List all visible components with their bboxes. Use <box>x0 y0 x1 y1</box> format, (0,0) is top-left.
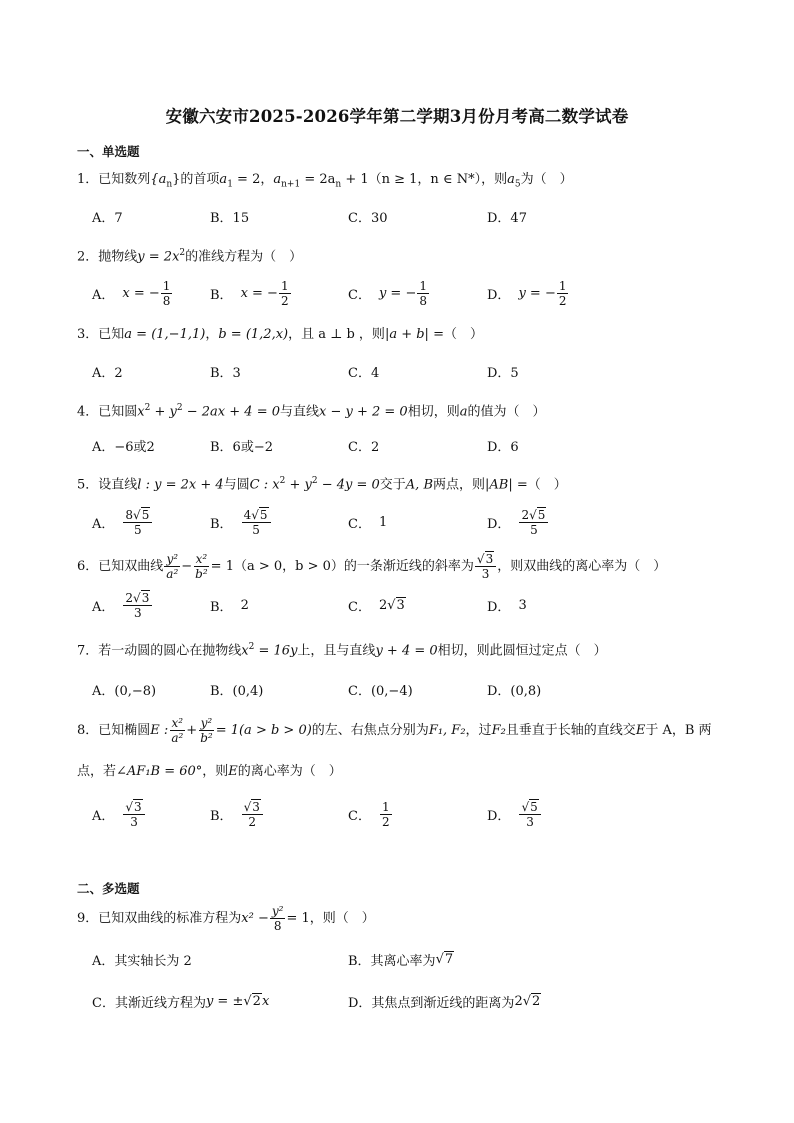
fraction: $\frac{2√5}{5}$ <box>519 508 548 537</box>
option-a[interactable]: A．−6或2 <box>92 439 155 455</box>
option-b[interactable]: B．其离心率为 √7 <box>348 951 454 969</box>
sqrt: √7 <box>435 951 454 967</box>
question-number: 5． <box>77 477 99 493</box>
question-number: 8． <box>77 722 99 738</box>
section-multiple-choice: 二、多选题 <box>77 881 140 896</box>
fraction: $\frac{\text{y²}}{\text{a²}}$ <box>166 552 179 581</box>
option-b[interactable]: B． x = − $\frac{1}{2}$ <box>210 278 289 308</box>
option-d[interactable]: D．6 <box>487 439 519 455</box>
question-number: 9． <box>77 910 99 926</box>
option-b[interactable]: B．6或−2 <box>210 439 273 455</box>
fraction: $\frac{√3}{3}$ <box>123 800 144 829</box>
sqrt: √5 <box>251 507 268 522</box>
option-a[interactable]: A． $\frac{√3}{3}$ <box>92 797 146 831</box>
option-c[interactable]: C．(0,−4) <box>348 683 413 699</box>
option-c[interactable]: C．4 <box>348 365 380 381</box>
option-b[interactable]: B． $\frac{√3}{2}$ <box>210 797 264 831</box>
sqrt: √5 <box>133 507 150 522</box>
question-3-options <box>92 354 732 388</box>
fraction: $\frac{1}{2}$ <box>558 278 567 308</box>
sqrt: √5 <box>529 507 546 522</box>
fraction: $\frac{\text{y²}}{8}$ <box>271 904 284 933</box>
fraction: $\frac{\text{x²}}{\text{b²}}$ <box>195 552 208 581</box>
option-d[interactable]: D． y = − $\frac{1}{2}$ <box>487 278 567 308</box>
section-single-choice: 一、单选题 <box>77 144 140 159</box>
sqrt: √2 <box>522 993 541 1009</box>
option-a[interactable]: A．其实轴长为 2 <box>92 953 192 969</box>
option-b[interactable]: B．3 <box>210 365 241 381</box>
option-b[interactable]: B．(0,4) <box>210 683 264 699</box>
sqrt: √2 <box>243 993 261 1009</box>
option-d[interactable]: D．(0,8) <box>487 683 542 699</box>
question-4-options <box>92 428 732 462</box>
sqrt: √5 <box>521 799 538 814</box>
question-6-options <box>92 588 732 622</box>
question-7: 7．若一动圆的圆心在抛物线$x^2 = 16y$上，且与直线y + 4 = 0相切，则此圆恒过定点（ ） <box>77 642 607 659</box>
question-4: 4．已知圆$x^2 + y^2 - 2ax + 4 = 0$与直线x − y + 2 = 0相切，则a的值为（ ） <box>77 403 546 420</box>
question-2-options <box>92 276 732 310</box>
question-3: 3．已知a = (1,−1,1)，b = (1,2,x)，且 a ⊥ b ，则|a + b| =（ ） <box>77 327 483 342</box>
fraction: $\frac{1}{8}$ <box>162 278 171 308</box>
fraction: $\frac{8√5}{5}$ <box>123 508 152 537</box>
question-7-options <box>92 672 732 706</box>
question-5-options <box>92 505 732 539</box>
option-c[interactable]: C．2 <box>348 439 380 455</box>
option-a[interactable]: A．7 <box>92 210 123 226</box>
question-number: 7． <box>77 643 99 659</box>
option-b[interactable]: B． $\frac{4√5}{5}$ <box>210 505 272 539</box>
question-9-options-row-2 <box>92 984 732 1018</box>
fraction: $\frac{\text{x²}}{\text{a²}}$ <box>171 716 184 745</box>
option-b[interactable]: B．15 <box>210 210 250 226</box>
option-d[interactable]: D．其焦点到渐近线的距离为 2 √2 <box>348 993 541 1011</box>
question-1-options <box>92 199 732 233</box>
question-1: 1．已知数列$\{a_n\}$的首项$a_1 = 2$，$a_{n+1} = 2a_n + 1(n \ge 1$，n ∈ N*），则$a_5$为（ ） <box>77 172 573 190</box>
question-number: 1． <box>77 172 99 187</box>
option-a[interactable]: A． x = − $\frac{1}{8}$ <box>92 278 171 308</box>
sqrt: √3 <box>387 597 405 613</box>
question-number: 2． <box>77 249 99 265</box>
option-a[interactable]: A． $\frac{2√3}{3}$ <box>92 588 153 622</box>
option-a[interactable]: A．2 <box>92 365 123 381</box>
question-8-line-2: 点，若∠AF₁B = 60°，则E的离心率为（ ） <box>77 764 342 779</box>
sqrt: √3 <box>133 590 150 605</box>
sqrt: √3 <box>476 552 494 566</box>
fraction: $\frac{4√5}{5}$ <box>242 508 271 537</box>
fraction: $\frac{2√3}{3}$ <box>123 591 152 620</box>
fraction: $\frac{1}{8}$ <box>419 278 427 308</box>
option-d[interactable]: D． 3 <box>487 597 527 615</box>
exam-title: 安徽六安市2025-2026学年第二学期3月份月考高二数学试卷 <box>165 107 629 126</box>
sqrt: √3 <box>243 799 260 814</box>
fraction: $\frac{1}{2}$ <box>381 799 390 829</box>
fraction: $\frac{√3}{3}$ <box>475 552 496 581</box>
question-6: 6． 已知双曲线 $\frac{\text{y²}}{\text{a²}}$ − $\frac{\text{x²}}{\text{b²}}$ = 1（a > 0，b > 0）的一条渐近线的斜率为 $\frac{√3}{3}$ ，则双曲线的离心率为（ ） <box>77 552 667 581</box>
option-d[interactable]: D． $\frac{√5}{3}$ <box>487 797 542 831</box>
question-9: 9． 已知双曲线的标准方程为 x² − $\frac{\text{y²}}{8}$ = 1 ，则（ ） <box>77 904 375 933</box>
option-a[interactable]: A． $\frac{8√5}{5}$ <box>92 505 153 539</box>
fraction: $\frac{√3}{2}$ <box>242 800 263 829</box>
fraction: $\frac{√5}{3}$ <box>519 800 540 829</box>
question-5: 5．设直线l : y = 2x + 4与圆C : $x^2 + y^2 - 4y = 0$交于A, B两点，则|AB| =（ ） <box>77 476 567 493</box>
option-c[interactable]: C．30 <box>348 210 388 226</box>
option-c[interactable]: C． 1 <box>348 514 388 532</box>
question-number: 3． <box>77 327 99 342</box>
sqrt: √3 <box>125 799 142 814</box>
option-d[interactable]: D．47 <box>487 210 527 226</box>
question-number: 4． <box>77 404 99 420</box>
question-2: 2．抛物线$y = 2x^2$的准线方程为（ ） <box>77 248 303 265</box>
question-8-options <box>92 797 732 831</box>
option-a[interactable]: A．(0,−8) <box>92 683 157 699</box>
option-c[interactable]: C． y = − $\frac{1}{8}$ <box>348 278 427 308</box>
option-d[interactable]: D．5 <box>487 365 519 381</box>
option-c[interactable]: C．其渐近线方程为 y = ± √2 x <box>92 993 270 1011</box>
option-d[interactable]: D． $\frac{2√5}{5}$ <box>487 505 549 539</box>
fraction: $\frac{1}{2}$ <box>280 278 289 308</box>
fraction: $\frac{\text{y²}}{\text{b²}}$ <box>200 716 213 745</box>
question-8-line-1: 8． 已知椭圆 E : $\frac{\text{x²}}{\text{a²}}$ + $\frac{\text{y²}}{\text{b²}}$ = 1(a > b > 0) 的左、右焦点分别为 F₁, F₂ ，过 F₂ 且垂直于长轴的直线交 E 于 A，B 两 <box>77 716 712 745</box>
question-number: 6． <box>77 558 99 574</box>
option-c[interactable]: C． 2 √3 <box>348 597 405 615</box>
option-b[interactable]: B． 2 <box>210 597 249 615</box>
option-c[interactable]: C． $\frac{1}{2}$ <box>348 799 390 829</box>
question-9-options-row-1 <box>92 942 732 976</box>
